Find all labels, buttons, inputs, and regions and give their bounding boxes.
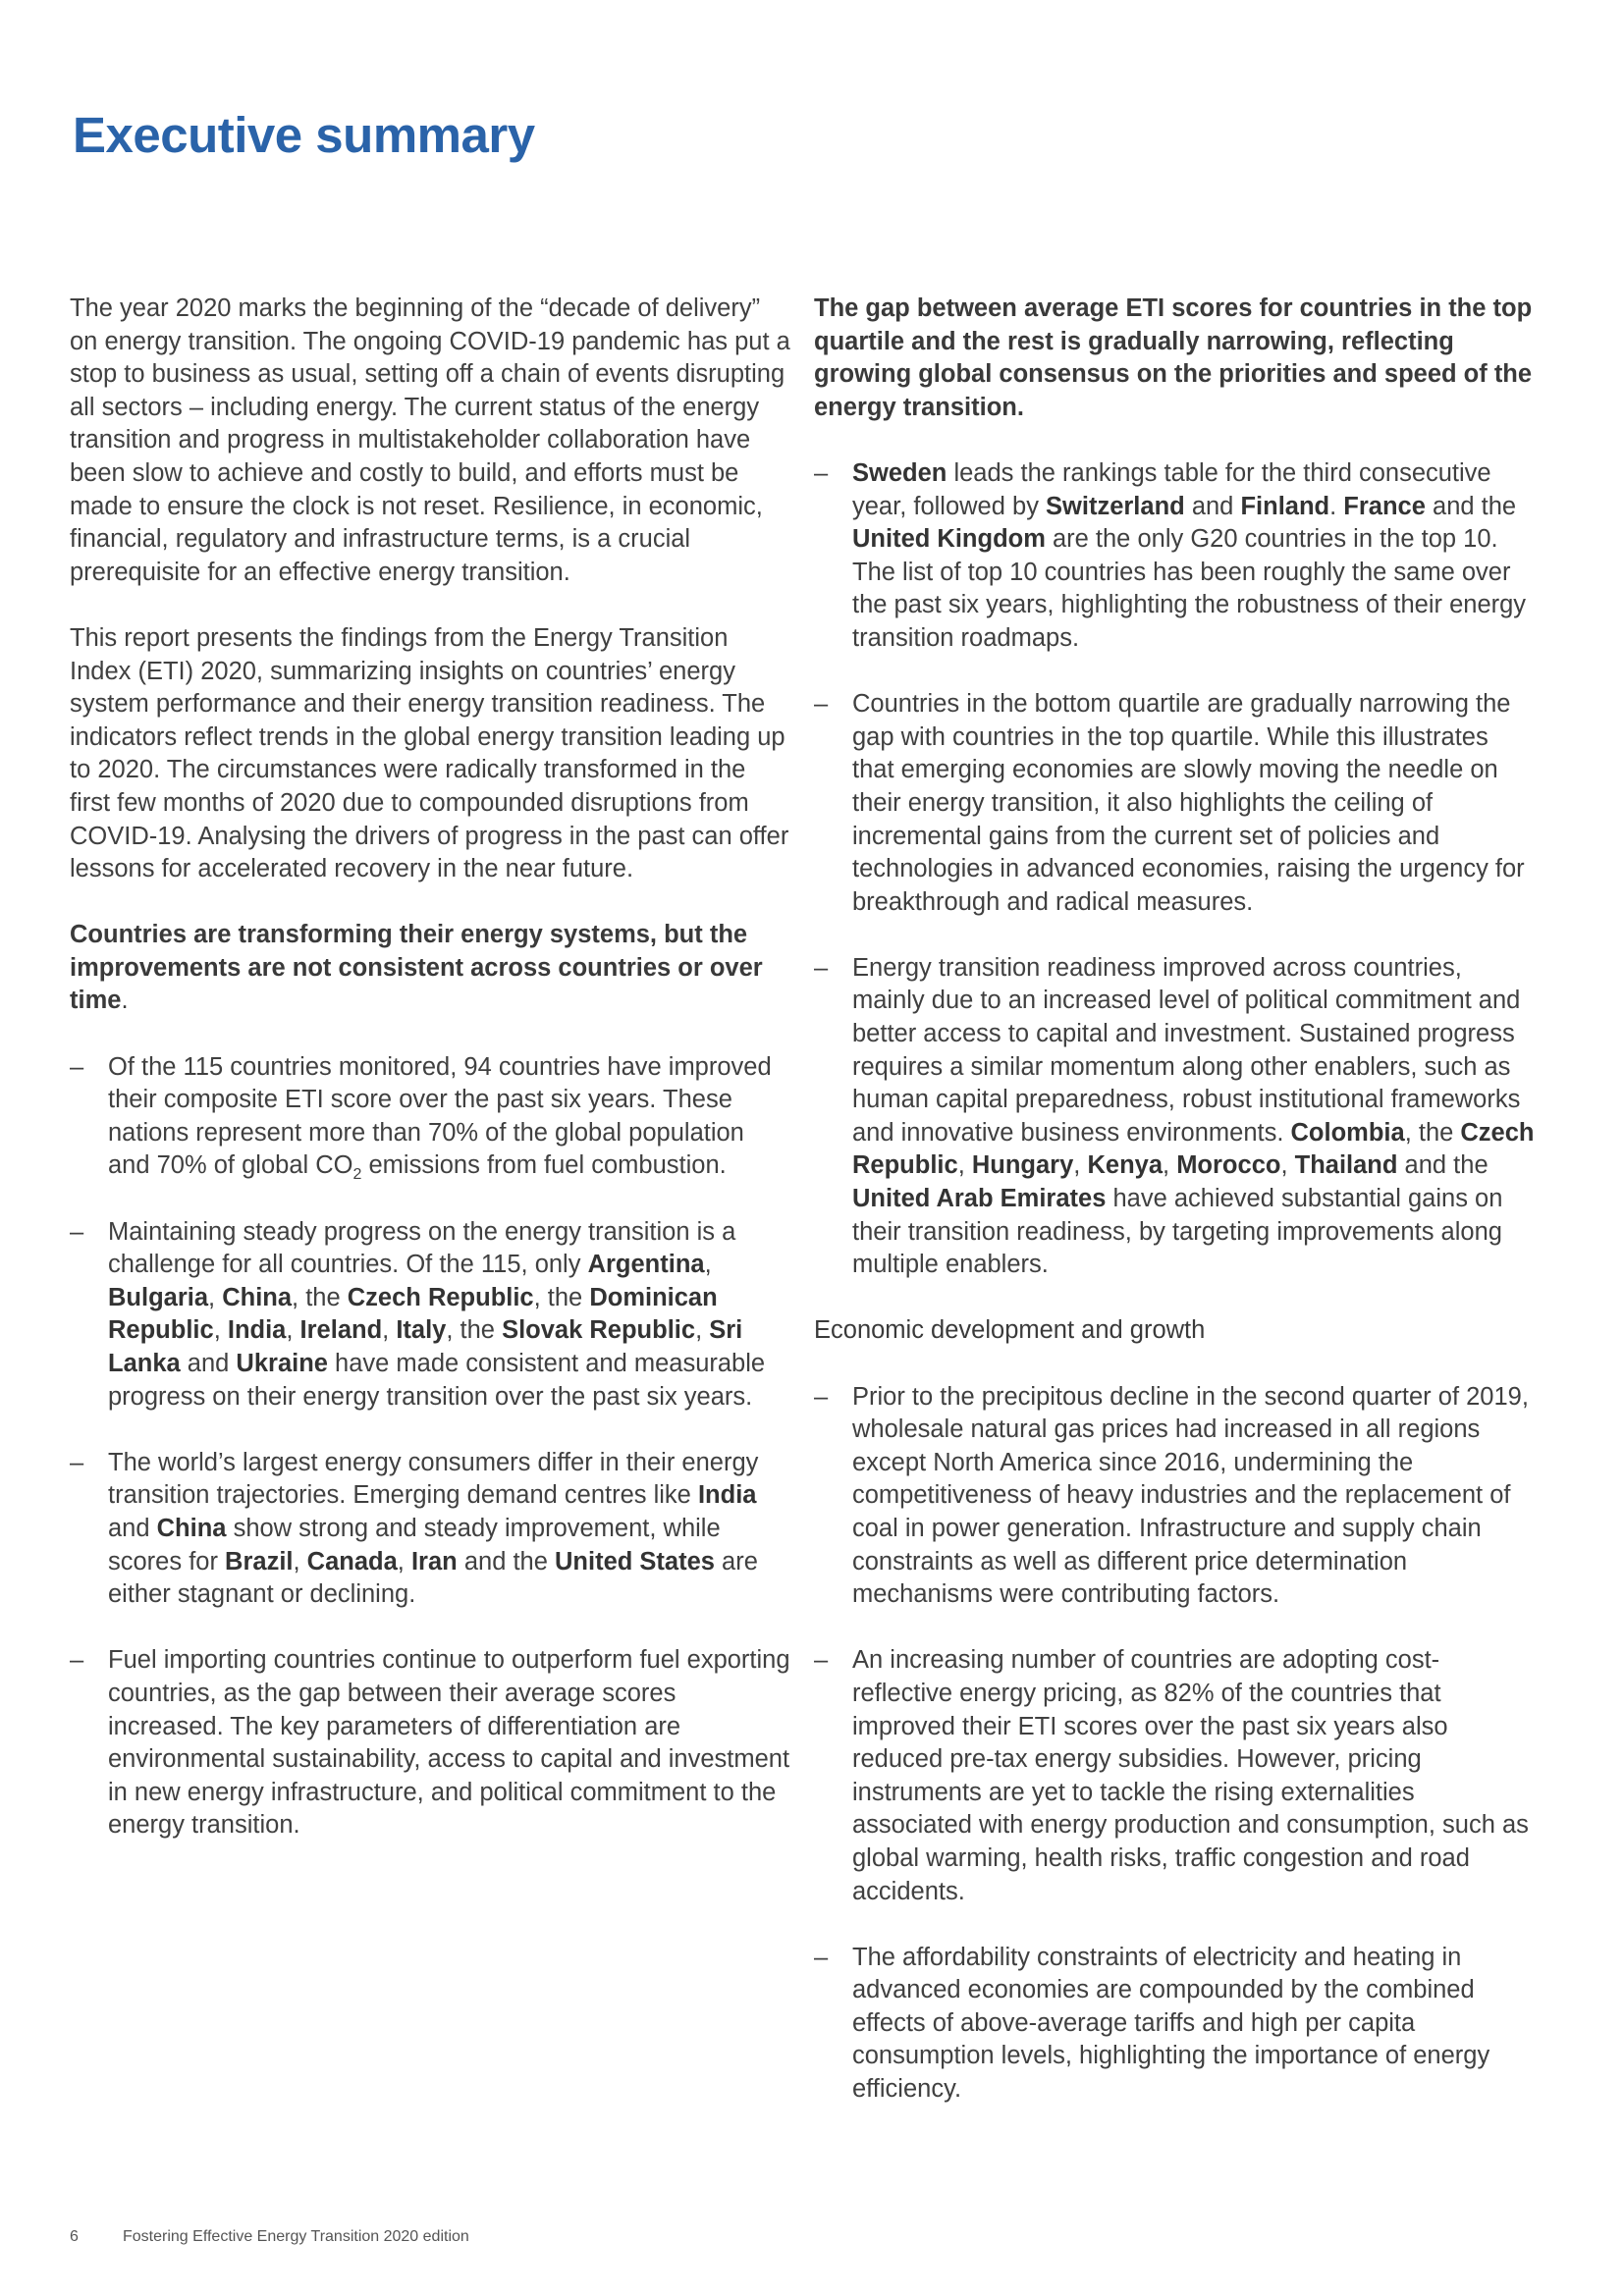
section-subheading-economic-development: Economic development and growth [814,1316,1206,1345]
list-item: – Of the 115 countries monitored, 94 countries have improved their composite ETI score over the past six years. These nations represent more than 70% of the global population and 70% of global $CO_2$ emissions from fuel combustion. [70,1052,772,1184]
right-column [814,293,1536,2107]
list-item: – Prior to the precipitous decline in the second quarter of 2019, wholesale natural gas prices had increased in all regions except North America since 2016, undermining the competitiveness of heavy industries and the replacement of coal in power generation. Infrastructure and supply chain constraints as well as different price determination mechanisms were contributing factors. [814,1382,1529,1609]
list-item: – Energy transition readiness improved across countries, mainly due to an increased level of political commitment and better access to capital and investment. Sustained progress requires a similar momentum along other enablers, such as human capital preparedness, robust institutional frameworks and innovative business environments. Colombia, the Czech Republic, Hungary, Kenya, Morocco, Thailand and the United Arab Emirates have achieved substantial gains on their transition readiness, by targeting improvements along multiple enablers. [814,953,1535,1279]
list-item: – Fuel importing countries continue to outperform fuel exporting countries, as the gap between their average scores increased. The key parameters of differentiation are environmental sustainability, access to capital and investment in new energy infrastructure, and political commitment to the energy transition. [70,1646,790,1840]
co2-subscript: 2 [352,1166,362,1184]
section-heading-gap-narrowing: The gap between average ETI scores for countries in the top quartile and the rest is gradually narrowing, reflecting growing global consensus on the priorities and speed of the energy transition. [814,294,1533,421]
page-title: Executive summary [73,107,535,163]
page-footer [70,2228,469,2246]
intro-paragraph: The year 2020 marks the beginning of the “decade of delivery” on energy transition. The ongoing COVID-19 pandemic has put a stop to business as usual, setting off a chain of events disrupting all sectors – including energy. The current status of the energy transition and progress in multistakeholder collaboration have been slow to achieve and costly to build, and efforts must be made to ensure the clock is not reset. Resilience, in economic, financial, regulatory and infrastructure terms, is a crucial prerequisite for an effective energy transition. [70,294,790,586]
list-item: – Sweden leads the rankings table for the third consecutive year, followed by Switzerland and Finland. France and the United Kingdom are the only G20 countries in the top 10. The list of top 10 countries has been roughly the same over the past six years, highlighting the robustness of their energy transition roadmaps. [814,458,1527,652]
section-heading-countries-transforming: Countries are transforming their energy systems, but the improvements are not consistent across countries or over time. [70,921,763,1015]
list-item: – Maintaining steady progress on the energy transition is a challenge for all countries. Of the 115, only Argentina, Bulgaria, China, the Czech Republic, the Dominican Republic, India, Ireland, Italy, the Slovak Republic, Sri Lanka and Ukraine have made consistent and measurable progress on their energy transition over the past six years. [70,1217,766,1411]
right-bullet-list-bottom [814,1381,1536,2107]
list-item: – The affordability constraints of electricity and heating in advanced economies are compounded by the combined effects of above-average tariffs and high per capita consumption levels, highlighting the importance of energy efficiency. [814,1943,1490,2104]
page-number: 6 [70,2228,79,2245]
report-overview-paragraph: This report presents the findings from the Energy Transition Index (ETI) 2020, summarizing insights on countries’ energy system performance and their energy transition readiness. The indicators reflect trends in the global energy transition leading up to 2020. The circumstances were radically transformed in the first few months of 2020 due to compounded disruptions from COVID-19. Analysing the drivers of progress in the past can offer lessons for accelerated recovery in the near future. [70,623,789,883]
left-bullet-list [70,1051,791,1842]
list-item: – Countries in the bottom quartile are gradually narrowing the gap with countries in the top quartile. While this illustrates that emerging economies are slowly moving the needle on their energy transition, it also highlights the ceiling of incremental gains from the current set of policies and technologies in advanced economies, raising the urgency for breakthrough and radical measures. [814,690,1525,916]
left-column [70,293,791,1842]
list-item: – An increasing number of countries are adopting cost-reflective energy pricing, as 82% of the countries that improved their ETI scores over the past six years also reduced pre-tax energy subsidies. However, pricing instruments are yet to tackle the rising externalities associated with energy production and consumption, such as global warming, health risks, traffic congestion and road accidents. [814,1646,1529,1905]
right-bullet-list-top [814,457,1536,1282]
list-item: – The world’s largest energy consumers differ in their energy transition trajectories. Emerging demand centres like India and China show strong and steady improvement, while scores for Brazil, Canada, Iran and the United States are either stagnant or declining. [70,1448,759,1609]
publication-title: Fostering Effective Energy Transition 2020 edition [123,2228,469,2245]
